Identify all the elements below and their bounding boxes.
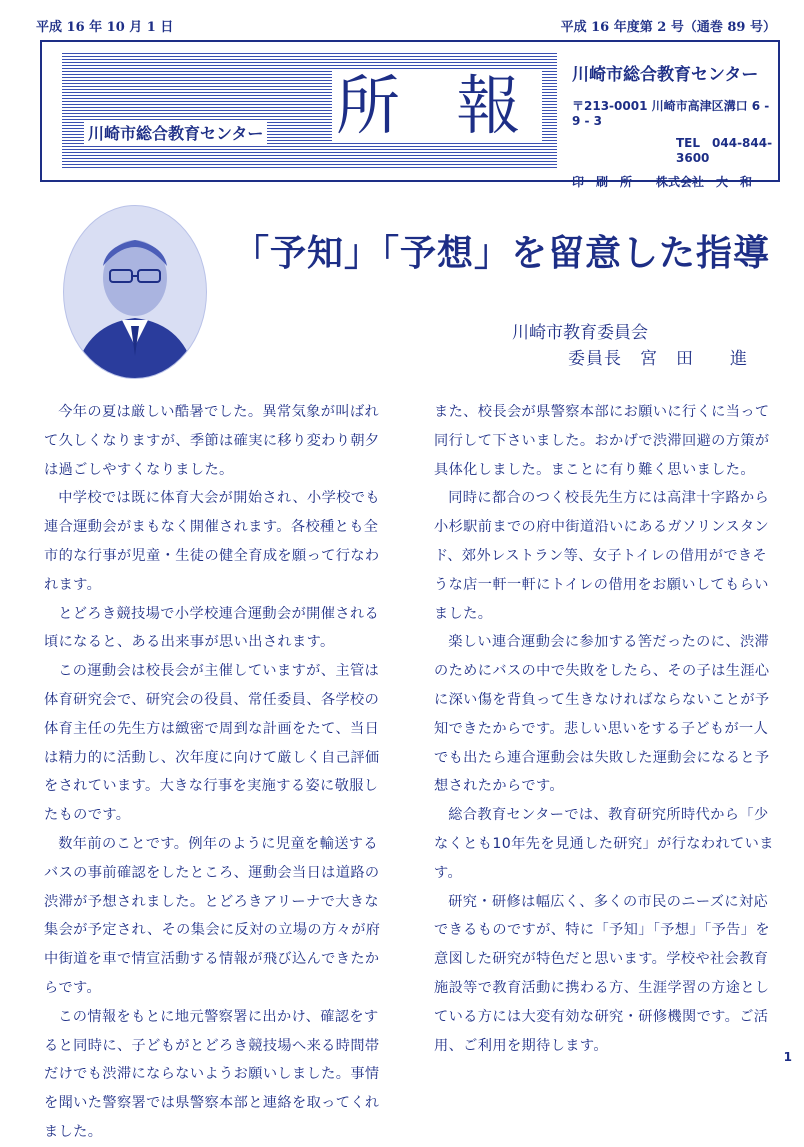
printer-info: 印 刷 所 株式会社 大 和 <box>572 175 753 189</box>
author-portrait <box>63 205 207 379</box>
paragraph: 総合教育センターでは、教育研究所時代から「少なくとも10年先を見通した研究」が行なわれています。 <box>434 807 774 881</box>
center-address: 〒213-0001 川崎市高津区溝口 6 - 9 - 3 <box>572 99 770 128</box>
page-number: 1 <box>783 1050 792 1064</box>
byline-org: 川崎市教育委員会 <box>512 323 648 343</box>
paragraph: 今年の夏は厳しい酷暑でした。異常気象が叫ばれて久しくなりますが、季節は確実に移り変わり朝夕は過ごしやすくなりました。 <box>44 404 380 478</box>
issue-date: 平成 16 年 10 月 1 日 <box>36 20 174 35</box>
article-column-left <box>44 398 384 1147</box>
masthead-org: 川崎市総合教育センター <box>84 121 267 144</box>
portrait-illustration <box>64 206 206 378</box>
center-tel: TEL 044-844-3600 <box>676 136 773 165</box>
paragraph: 数年前のことです。例年のように児童を輸送するバスの事前確認をしたところ、運動会当日は道路の渋滞が予想されました。とどろきアリーナで大きな集会が予定され、その集会に反対の立場の方々が府中街道を車で情宣活動する情報が飛び込んできたからです。 <box>44 835 381 996</box>
masthead <box>40 40 780 189</box>
paragraph: 同時に都合のつく校長先生方には高津十字路から小杉駅前までの府中街道沿いにあるガソリンスタンド、郊外レストラン等、女子トイレの借用ができそうな店一軒一軒にトイレの借用をお願いしてもらいました。 <box>434 490 770 622</box>
paragraph: この運動会は校長会が主催していますが、主管は体育研究会で、研究会の役員、常任委員、各学校の体育主任の先生方は緻密で周到な計画をたて、当日は精力的に活動し、次年度に向けて厳しく自己評価をされています。大きな行事を実施する姿に敬服したものです。 <box>44 663 380 824</box>
masthead-title: 所 報 <box>332 71 542 143</box>
article-column-right <box>434 398 774 1060</box>
byline-name: 委員長 宮 田 進 <box>568 349 748 369</box>
paragraph: 中学校では既に体育大会が開始され、小学校でも連合運動会がまもなく開催されます。各校種とも全市的な行事が児童・生徒の健全育成を願って行なわれます。 <box>44 490 380 593</box>
paragraph: 研究・研修は幅広く、多くの市民のニーズに対応できるものですが、特に「予知」「予想」「予告」を意図した研究が特色だと思います。学校や社会教育施設等で教育活動に携わる方、生涯学習の方途としている方には大変有効な研究・研修機関です。ご活用、ご利用を期待します。 <box>434 893 770 1054</box>
center-name: 川崎市総合教育センター <box>572 65 759 85</box>
masthead-info <box>572 52 777 189</box>
issue-number: 平成 16 年度第 2 号（通巻 89 号） <box>560 20 776 35</box>
paragraph: 楽しい連合運動会に参加する筈だったのに、渋滞のためにバスの中で失敗をしたら、その子は生涯心に深い傷を背負って生きなければならないことが予知できたからです。悲しい思いをする子どもが一人でも出たら連合運動会は失敗した運動会になると予想されたからです。 <box>434 634 770 795</box>
masthead-banner <box>62 51 557 169</box>
article-headline: 「予知」「予想」を留意した指導 <box>233 233 771 274</box>
paragraph: この情報をもとに地元警察署に出かけ、確認をすると同時に、子どもがとどろき競技場へ来る時間帯だけでも渋滞にならないようお願いしました。事情を聞いた警察署では県警察本部と連絡を取ってくれました。 <box>44 1008 380 1140</box>
paragraph: とどろき競技場で小学校連合運動会が開催される頃になると、ある出来事が思い出されます。 <box>44 605 380 651</box>
paragraph-continuation: また、校長会が県警察本部にお願いに行くに当って同行して下さいました。おかげで渋滞回避の方策が具体化しました。まことに有り難く思いました。 <box>434 404 770 478</box>
